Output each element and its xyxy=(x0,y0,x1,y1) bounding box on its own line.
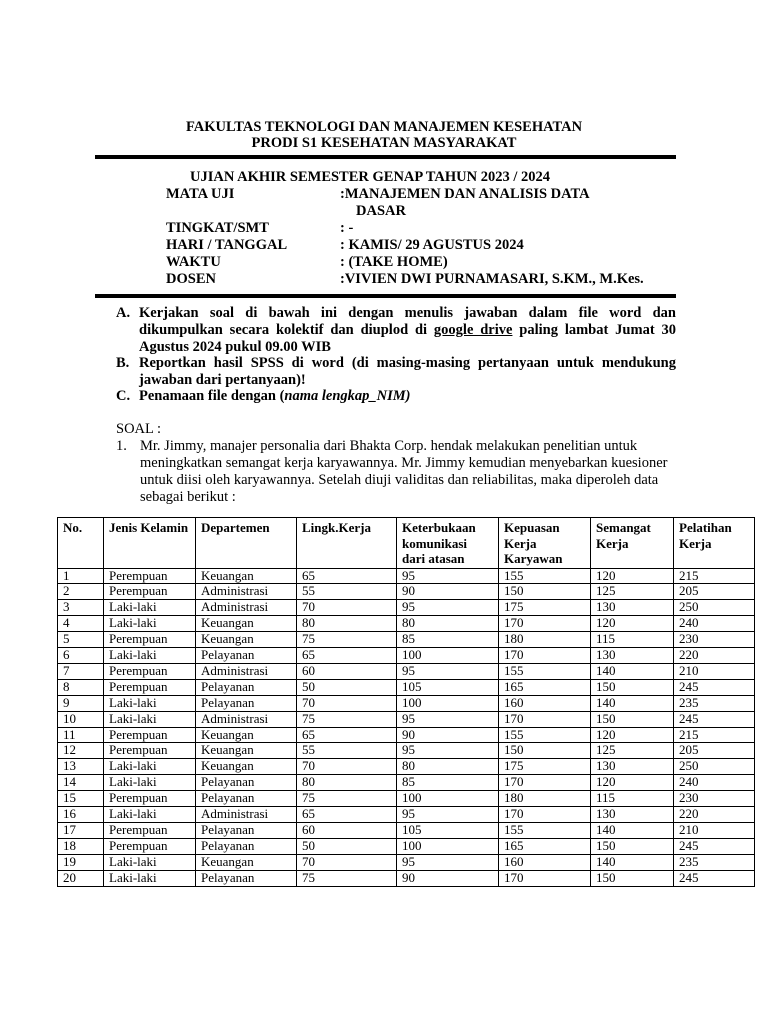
cell-keterbukaan: 85 xyxy=(397,632,499,648)
cell-semangat: 115 xyxy=(591,632,674,648)
cell-jenis-kelamin: Perempuan xyxy=(104,663,196,679)
cell-lingk-kerja: 75 xyxy=(297,632,397,648)
instruction-b-letter: B. xyxy=(116,355,130,371)
table-row xyxy=(58,838,755,854)
cell-semangat: 130 xyxy=(591,600,674,616)
cell-departemen: Keuangan xyxy=(196,854,297,870)
cell-keterbukaan: 95 xyxy=(397,711,499,727)
cell-jenis-kelamin: Laki-laki xyxy=(104,695,196,711)
cell-semangat: 115 xyxy=(591,791,674,807)
col-header-kepuasan: Kepuasan Kerja Karyawan xyxy=(499,518,591,569)
cell-semangat: 120 xyxy=(591,568,674,584)
table-row xyxy=(58,743,755,759)
cell-semangat: 140 xyxy=(591,695,674,711)
meta-value-dosen: :VIVIEN DWI PURNAMASARI, S.KM., M.Kes. xyxy=(340,271,644,287)
cell-kepuasan: 170 xyxy=(499,648,591,664)
cell-no: 3 xyxy=(58,600,104,616)
table-row xyxy=(58,663,755,679)
cell-semangat: 130 xyxy=(591,648,674,664)
cell-jenis-kelamin: Laki-laki xyxy=(104,711,196,727)
col-header-semangat: Semangat Kerja xyxy=(591,518,674,569)
cell-jenis-kelamin: Laki-laki xyxy=(104,600,196,616)
cell-pelatihan: 250 xyxy=(674,600,755,616)
cell-keterbukaan: 95 xyxy=(397,807,499,823)
table-row xyxy=(58,568,755,584)
question-1-text: Mr. Jimmy, manajer personalia dari Bhakta Corp. hendak melakukan penelitian untuk meningkatkan semangat kerja karyawannya. Mr. Jimmy kemudian menyebarkan kuesioner untuk diisi oleh karyawannya. Setelah diuji validitas dan reliabilitas, maka diperoleh data sebagai berikut : xyxy=(140,438,668,505)
instruction-b-text: Reportkan hasil SPSS di word (di masing-masing pertanyaan untuk mendukung jawaban dari pertanyaan)! xyxy=(139,355,676,388)
cell-departemen: Pelayanan xyxy=(196,679,297,695)
cell-kepuasan: 180 xyxy=(499,791,591,807)
cell-no: 18 xyxy=(58,838,104,854)
table-row xyxy=(58,584,755,600)
table-row xyxy=(58,791,755,807)
table-row xyxy=(58,679,755,695)
cell-semangat: 150 xyxy=(591,838,674,854)
cell-lingk-kerja: 60 xyxy=(297,663,397,679)
cell-departemen: Keuangan xyxy=(196,632,297,648)
cell-no: 13 xyxy=(58,759,104,775)
cell-lingk-kerja: 65 xyxy=(297,727,397,743)
cell-departemen: Keuangan xyxy=(196,568,297,584)
cell-lingk-kerja: 80 xyxy=(297,616,397,632)
table-header-row xyxy=(58,518,755,569)
google-drive-link[interactable]: google drive xyxy=(433,322,513,338)
meta-label-tingkat: TINGKAT/SMT xyxy=(166,220,269,236)
cell-keterbukaan: 90 xyxy=(397,584,499,600)
cell-kepuasan: 170 xyxy=(499,807,591,823)
cell-pelatihan: 240 xyxy=(674,775,755,791)
cell-keterbukaan: 95 xyxy=(397,568,499,584)
cell-kepuasan: 165 xyxy=(499,679,591,695)
cell-kepuasan: 175 xyxy=(499,759,591,775)
cell-kepuasan: 155 xyxy=(499,823,591,839)
cell-pelatihan: 230 xyxy=(674,791,755,807)
cell-jenis-kelamin: Laki-laki xyxy=(104,616,196,632)
table-row xyxy=(58,600,755,616)
table-row xyxy=(58,807,755,823)
cell-departemen: Pelayanan xyxy=(196,870,297,886)
cell-pelatihan: 245 xyxy=(674,870,755,886)
cell-departemen: Keuangan xyxy=(196,616,297,632)
cell-pelatihan: 245 xyxy=(674,711,755,727)
cell-departemen: Administrasi xyxy=(196,663,297,679)
soal-label: SOAL : xyxy=(116,421,161,437)
cell-jenis-kelamin: Perempuan xyxy=(104,838,196,854)
cell-pelatihan: 240 xyxy=(674,616,755,632)
cell-pelatihan: 230 xyxy=(674,632,755,648)
cell-jenis-kelamin: Laki-laki xyxy=(104,854,196,870)
cell-jenis-kelamin: Perempuan xyxy=(104,679,196,695)
cell-pelatihan: 235 xyxy=(674,695,755,711)
cell-semangat: 130 xyxy=(591,807,674,823)
cell-lingk-kerja: 75 xyxy=(297,870,397,886)
table-row xyxy=(58,632,755,648)
cell-no: 19 xyxy=(58,854,104,870)
cell-lingk-kerja: 50 xyxy=(297,679,397,695)
cell-kepuasan: 165 xyxy=(499,838,591,854)
cell-lingk-kerja: 55 xyxy=(297,743,397,759)
cell-lingk-kerja: 65 xyxy=(297,807,397,823)
table-row xyxy=(58,616,755,632)
cell-keterbukaan: 100 xyxy=(397,791,499,807)
meta-value-mata-uji: :MANAJEMEN DAN ANALISIS DATA xyxy=(340,186,590,202)
cell-lingk-kerja: 80 xyxy=(297,775,397,791)
cell-pelatihan: 250 xyxy=(674,759,755,775)
cell-no: 12 xyxy=(58,743,104,759)
cell-jenis-kelamin: Laki-laki xyxy=(104,807,196,823)
cell-no: 2 xyxy=(58,584,104,600)
cell-lingk-kerja: 60 xyxy=(297,823,397,839)
cell-pelatihan: 205 xyxy=(674,584,755,600)
cell-jenis-kelamin: Perempuan xyxy=(104,584,196,600)
cell-keterbukaan: 95 xyxy=(397,600,499,616)
cell-semangat: 120 xyxy=(591,775,674,791)
cell-keterbukaan: 100 xyxy=(397,648,499,664)
meta-value-tingkat: : - xyxy=(340,220,354,236)
col-header-pelatihan: Pelatihan Kerja xyxy=(674,518,755,569)
cell-kepuasan: 170 xyxy=(499,711,591,727)
cell-pelatihan: 220 xyxy=(674,648,755,664)
table-row xyxy=(58,759,755,775)
instruction-a-text-part2: paling lambat Jumat 30 Agustus 2024 pukul 09.00 WIB xyxy=(139,322,676,355)
cell-keterbukaan: 95 xyxy=(397,663,499,679)
cell-semangat: 120 xyxy=(591,727,674,743)
table-row xyxy=(58,775,755,791)
cell-lingk-kerja: 75 xyxy=(297,711,397,727)
cell-keterbukaan: 95 xyxy=(397,743,499,759)
instruction-c-text-part1: Penamaan file dengan ( xyxy=(139,388,285,404)
cell-keterbukaan: 95 xyxy=(397,854,499,870)
cell-departemen: Administrasi xyxy=(196,807,297,823)
table-row xyxy=(58,648,755,664)
cell-departemen: Keuangan xyxy=(196,743,297,759)
cell-no: 8 xyxy=(58,679,104,695)
meta-value-waktu: : (TAKE HOME) xyxy=(340,254,448,270)
cell-lingk-kerja: 75 xyxy=(297,791,397,807)
cell-jenis-kelamin: Perempuan xyxy=(104,743,196,759)
cell-pelatihan: 215 xyxy=(674,727,755,743)
cell-kepuasan: 170 xyxy=(499,616,591,632)
col-header-no: No. xyxy=(58,518,104,569)
cell-pelatihan: 245 xyxy=(674,679,755,695)
cell-keterbukaan: 100 xyxy=(397,695,499,711)
cell-lingk-kerja: 70 xyxy=(297,854,397,870)
faculty-heading: FAKULTAS TEKNOLOGI DAN MANAJEMEN KESEHATAN xyxy=(185,119,583,135)
cell-lingk-kerja: 70 xyxy=(297,600,397,616)
cell-semangat: 125 xyxy=(591,743,674,759)
cell-jenis-kelamin: Perempuan xyxy=(104,568,196,584)
cell-semangat: 150 xyxy=(591,870,674,886)
cell-departemen: Keuangan xyxy=(196,759,297,775)
cell-no: 11 xyxy=(58,727,104,743)
meta-value-mata-uji-line2: DASAR xyxy=(356,203,406,219)
cell-kepuasan: 160 xyxy=(499,854,591,870)
cell-no: 15 xyxy=(58,791,104,807)
cell-kepuasan: 170 xyxy=(499,775,591,791)
cell-no: 1 xyxy=(58,568,104,584)
instruction-c-text xyxy=(139,388,676,405)
header-rule-bottom xyxy=(95,294,676,298)
cell-lingk-kerja: 55 xyxy=(297,584,397,600)
cell-kepuasan: 170 xyxy=(499,870,591,886)
cell-keterbukaan: 90 xyxy=(397,870,499,886)
cell-pelatihan: 245 xyxy=(674,838,755,854)
cell-departemen: Pelayanan xyxy=(196,775,297,791)
instruction-c-letter: C. xyxy=(116,388,131,404)
cell-jenis-kelamin: Perempuan xyxy=(104,791,196,807)
cell-jenis-kelamin: Perempuan xyxy=(104,823,196,839)
cell-pelatihan: 220 xyxy=(674,807,755,823)
cell-departemen: Administrasi xyxy=(196,584,297,600)
cell-no: 17 xyxy=(58,823,104,839)
col-header-keterbukaan: Keterbukaan komunikasi dari atasan xyxy=(397,518,499,569)
table-row xyxy=(58,711,755,727)
cell-jenis-kelamin: Laki-laki xyxy=(104,759,196,775)
cell-kepuasan: 150 xyxy=(499,743,591,759)
cell-kepuasan: 180 xyxy=(499,632,591,648)
col-header-jenis-kelamin: Jenis Kelamin xyxy=(104,518,196,569)
cell-lingk-kerja: 70 xyxy=(297,759,397,775)
instruction-a xyxy=(116,305,676,356)
table-row xyxy=(58,854,755,870)
cell-keterbukaan: 85 xyxy=(397,775,499,791)
cell-semangat: 140 xyxy=(591,854,674,870)
cell-pelatihan: 205 xyxy=(674,743,755,759)
col-header-lingk-kerja: Lingk.Kerja xyxy=(297,518,397,569)
cell-semangat: 140 xyxy=(591,663,674,679)
instruction-c xyxy=(116,388,676,405)
cell-jenis-kelamin: Perempuan xyxy=(104,632,196,648)
cell-departemen: Administrasi xyxy=(196,600,297,616)
cell-departemen: Pelayanan xyxy=(196,823,297,839)
cell-keterbukaan: 90 xyxy=(397,727,499,743)
cell-keterbukaan: 105 xyxy=(397,823,499,839)
cell-kepuasan: 150 xyxy=(499,584,591,600)
cell-kepuasan: 160 xyxy=(499,695,591,711)
instruction-a-text-part1: Kerjakan soal di bawah ini dengan menulis jawaban dalam file word dan dikumpulkan secara kolektif dan diuplod di xyxy=(139,305,676,338)
cell-pelatihan: 235 xyxy=(674,854,755,870)
instruction-a-letter: A. xyxy=(116,305,131,321)
cell-keterbukaan: 100 xyxy=(397,838,499,854)
cell-departemen: Pelayanan xyxy=(196,791,297,807)
cell-no: 9 xyxy=(58,695,104,711)
cell-lingk-kerja: 65 xyxy=(297,648,397,664)
cell-no: 4 xyxy=(58,616,104,632)
cell-pelatihan: 210 xyxy=(674,823,755,839)
cell-pelatihan: 210 xyxy=(674,663,755,679)
employee-data-table xyxy=(57,517,755,887)
instruction-c-italic: nama lengkap_NIM) xyxy=(284,388,411,404)
cell-no: 5 xyxy=(58,632,104,648)
cell-semangat: 150 xyxy=(591,711,674,727)
question-1-number: 1. xyxy=(116,438,127,454)
cell-semangat: 140 xyxy=(591,823,674,839)
cell-semangat: 120 xyxy=(591,616,674,632)
cell-kepuasan: 175 xyxy=(499,600,591,616)
cell-jenis-kelamin: Laki-laki xyxy=(104,775,196,791)
program-heading: PRODI S1 KESEHATAN MASYARAKAT xyxy=(251,135,517,151)
cell-kepuasan: 155 xyxy=(499,568,591,584)
table-row xyxy=(58,870,755,886)
meta-value-hari-tanggal: : KAMIS/ 29 AGUSTUS 2024 xyxy=(340,237,524,253)
cell-no: 16 xyxy=(58,807,104,823)
cell-keterbukaan: 80 xyxy=(397,616,499,632)
cell-jenis-kelamin: Laki-laki xyxy=(104,870,196,886)
cell-departemen: Pelayanan xyxy=(196,838,297,854)
table-body xyxy=(58,568,755,886)
cell-kepuasan: 155 xyxy=(499,663,591,679)
table-row xyxy=(58,727,755,743)
cell-no: 20 xyxy=(58,870,104,886)
instruction-b xyxy=(116,355,676,389)
cell-no: 6 xyxy=(58,648,104,664)
cell-lingk-kerja: 70 xyxy=(297,695,397,711)
meta-label-waktu: WAKTU xyxy=(166,254,221,270)
cell-keterbukaan: 80 xyxy=(397,759,499,775)
col-header-departemen: Departemen xyxy=(196,518,297,569)
cell-jenis-kelamin: Laki-laki xyxy=(104,648,196,664)
meta-label-dosen: DOSEN xyxy=(166,271,216,287)
cell-lingk-kerja: 65 xyxy=(297,568,397,584)
header-rule-top xyxy=(95,155,676,159)
instruction-a-text xyxy=(139,305,676,356)
cell-no: 14 xyxy=(58,775,104,791)
cell-departemen: Administrasi xyxy=(196,711,297,727)
cell-keterbukaan: 105 xyxy=(397,679,499,695)
cell-lingk-kerja: 50 xyxy=(297,838,397,854)
cell-departemen: Pelayanan xyxy=(196,648,297,664)
cell-semangat: 125 xyxy=(591,584,674,600)
table-row xyxy=(58,695,755,711)
exam-title: UJIAN AKHIR SEMESTER GENAP TAHUN 2023 / 2024 xyxy=(190,169,551,185)
cell-pelatihan: 215 xyxy=(674,568,755,584)
cell-no: 10 xyxy=(58,711,104,727)
cell-departemen: Pelayanan xyxy=(196,695,297,711)
cell-semangat: 150 xyxy=(591,679,674,695)
meta-label-hari-tanggal: HARI / TANGGAL xyxy=(166,237,288,253)
cell-kepuasan: 155 xyxy=(499,727,591,743)
meta-label-mata-uji: MATA UJI xyxy=(166,186,235,202)
cell-no: 7 xyxy=(58,663,104,679)
cell-semangat: 130 xyxy=(591,759,674,775)
cell-departemen: Keuangan xyxy=(196,727,297,743)
cell-jenis-kelamin: Perempuan xyxy=(104,727,196,743)
table-row xyxy=(58,823,755,839)
